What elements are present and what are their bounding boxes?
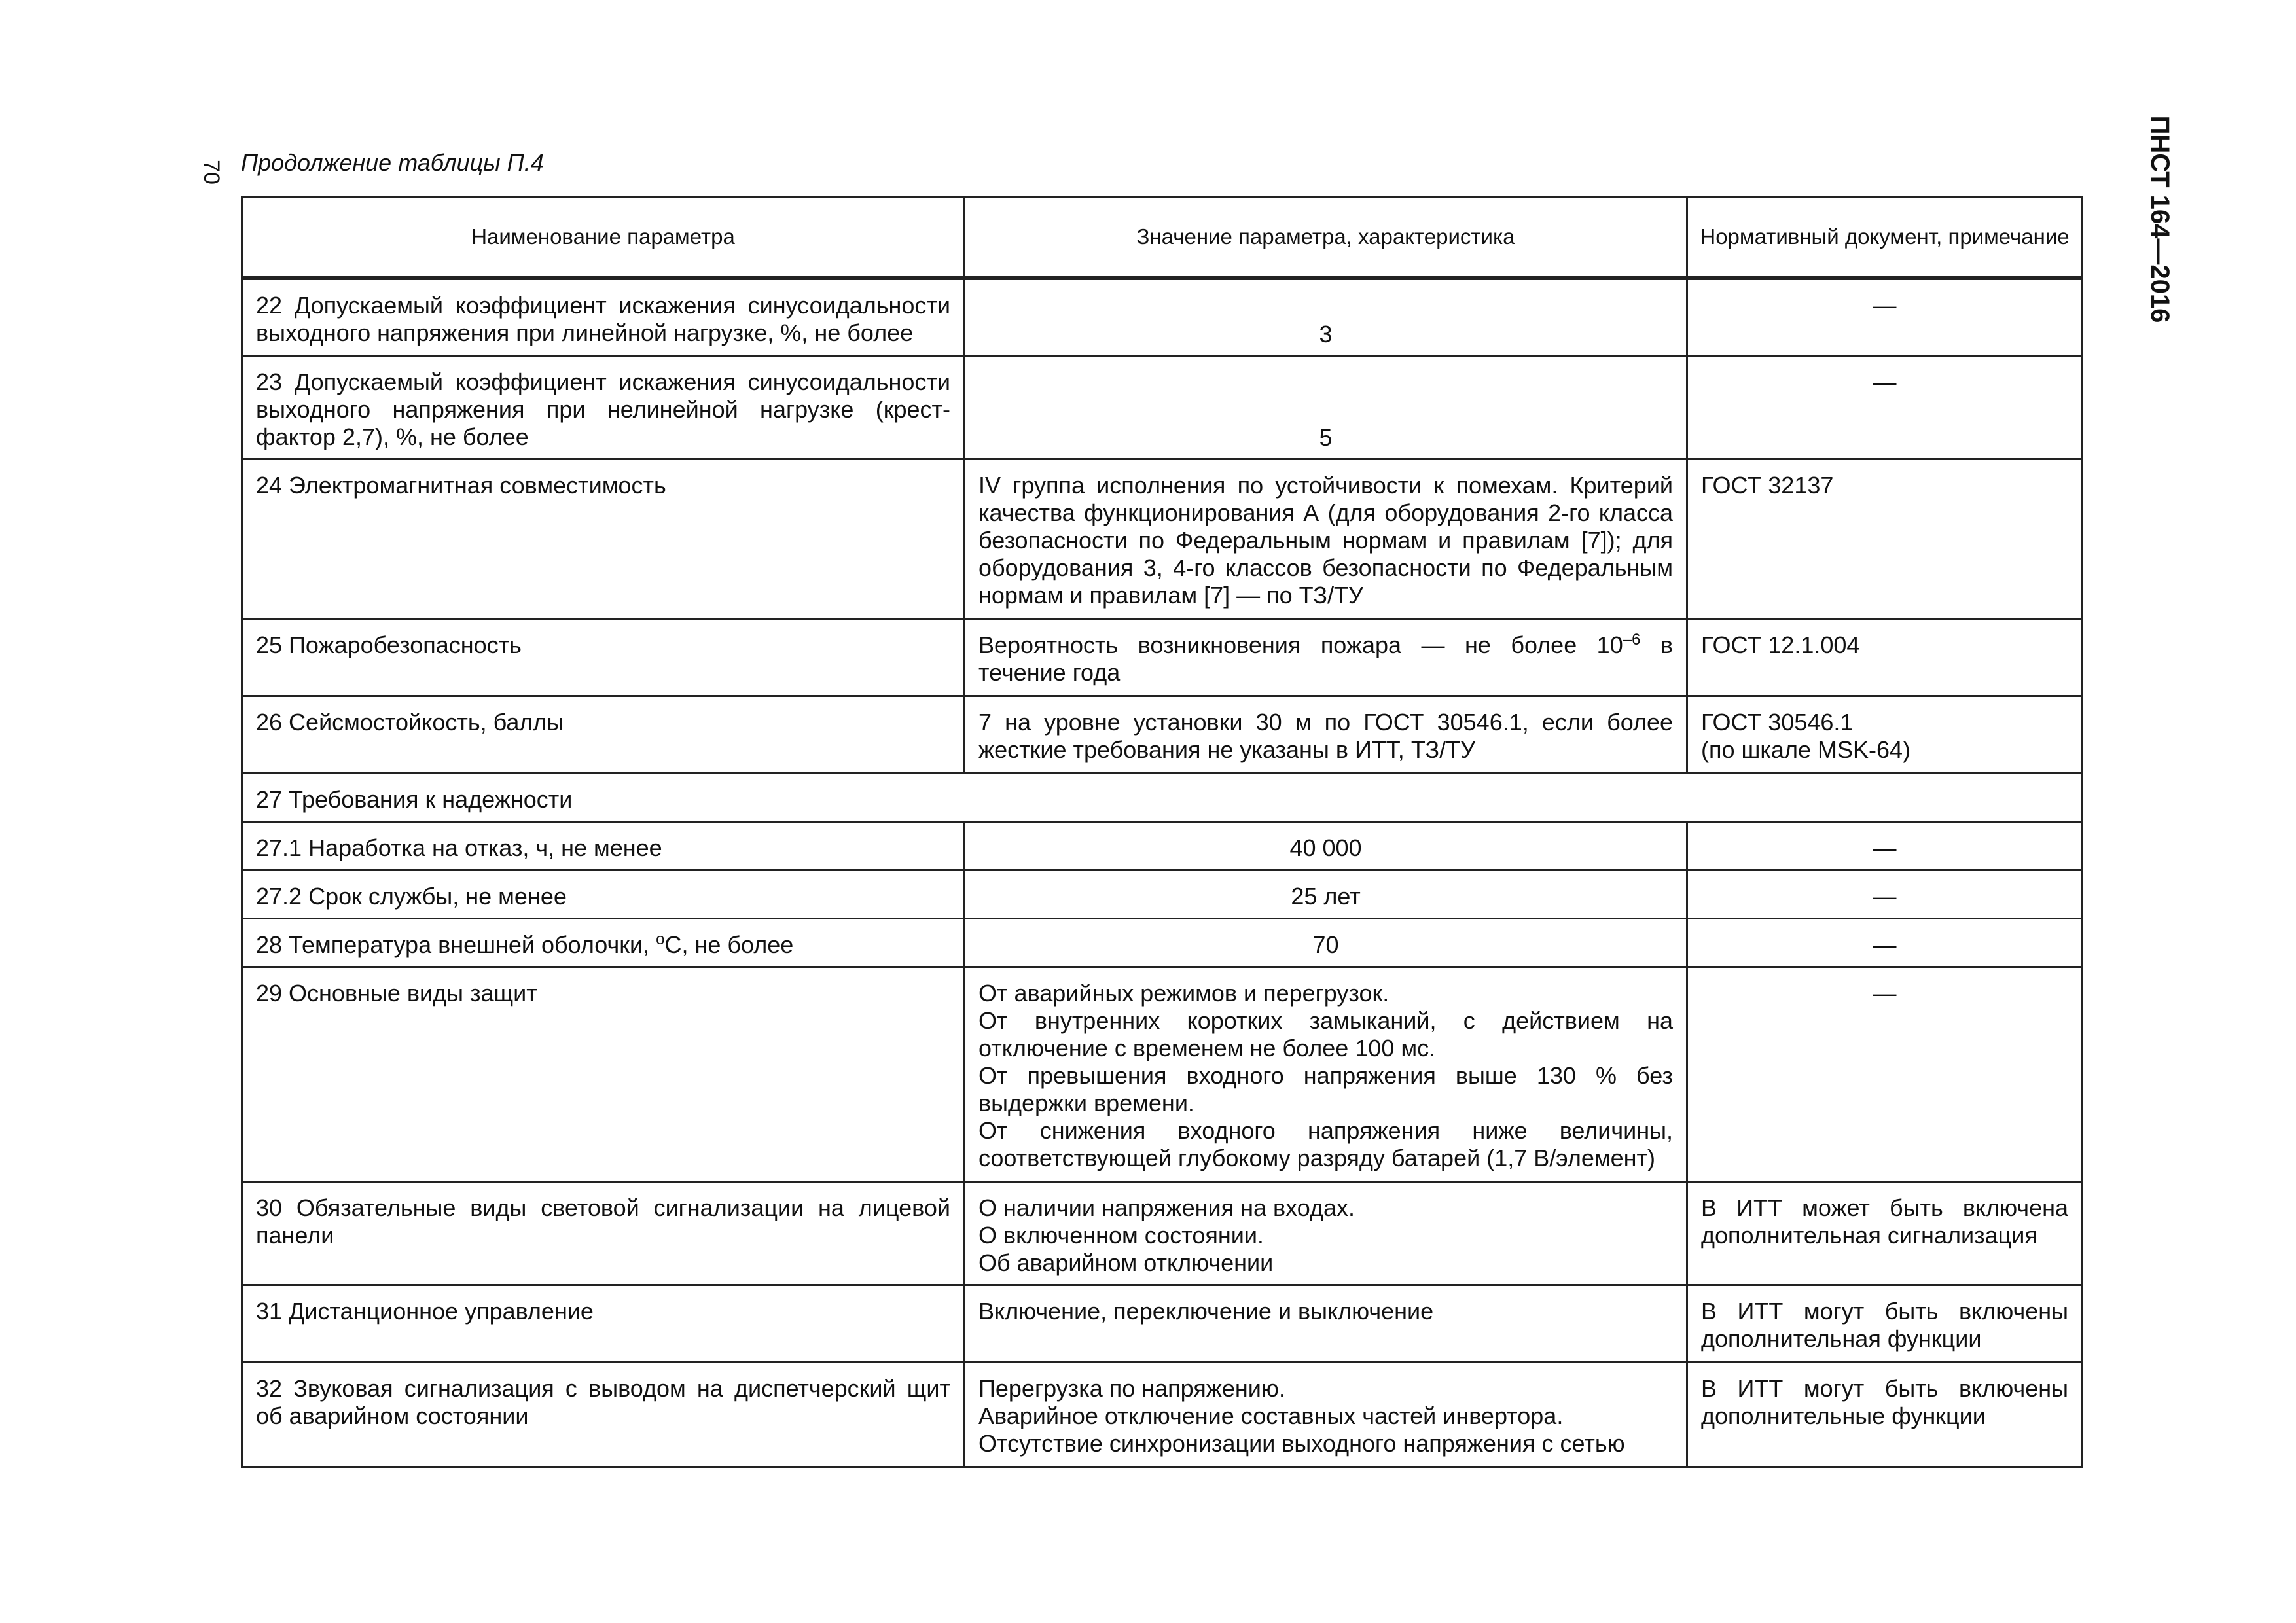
param-cell: 23 Допускаемый коэффициент искажения синусоидальности выходного напряжения при нелинейной нагрузке (крест-фактор 2,7), %, не более — [242, 355, 965, 459]
doc-cell: В ИТТ могут быть включены дополнительные функции — [1687, 1362, 2083, 1467]
doc-cell: — — [1687, 967, 2083, 1181]
value-line: От аварийных режимов и перегрузок. — [978, 979, 1390, 1007]
table-row — [242, 1181, 2083, 1285]
table-row — [242, 918, 2083, 967]
table-row — [242, 278, 2083, 355]
doc-cell: В ИТТ может быть включена дополнительная сигнализация — [1687, 1181, 2083, 1285]
param-cell: 24 Электромагнитная совместимость — [242, 459, 965, 618]
value-line: Отсутствие синхронизации выходного напряжения с сетью — [978, 1429, 1625, 1457]
param-cell: 30 Обязательные виды световой сигнализации на лицевой панели — [242, 1181, 965, 1285]
parameters-table — [241, 196, 2083, 1468]
value-cell: 5 — [965, 355, 1687, 459]
param-cell: 25 Пожаробезопасность — [242, 618, 965, 696]
value-line: О включенном состоянии. — [978, 1221, 1264, 1249]
table-row-section — [242, 773, 2083, 821]
value-cell — [965, 1181, 1687, 1285]
page-number: 70 — [199, 160, 224, 185]
value-line: О наличии напряжения на входах. — [978, 1194, 1355, 1221]
param-cell: 22 Допускаемый коэффициент искажения синусоидальности выходного напряжения при линейной нагрузке, %, не более — [242, 278, 965, 355]
header-param: Наименование параметра — [242, 197, 965, 279]
value-cell — [965, 967, 1687, 1181]
doc-cell: — — [1687, 355, 2083, 459]
table-row — [242, 1285, 2083, 1362]
doc-cell — [1687, 696, 2083, 773]
table-row — [242, 870, 2083, 918]
param-cell: 29 Основные виды защит — [242, 967, 965, 1181]
value-line: Перегрузка по напряжению. — [978, 1374, 1285, 1402]
param-cell — [242, 918, 965, 967]
table-row — [242, 967, 2083, 1181]
value-cell — [965, 618, 1687, 696]
value-text: Вероятность возникновения пожара — не более 10 — [978, 631, 1623, 658]
doc-cell: — — [1687, 278, 2083, 355]
exponent: –6 — [1623, 630, 1641, 649]
value-line: От превышения входного напряжения выше 130 % без выдержки времени. — [978, 1061, 1673, 1116]
header-doc: Нормативный документ, примечание — [1687, 197, 2083, 279]
table-row — [242, 696, 2083, 773]
value-line: От снижения входного напряжения ниже величины, соответствующей глубокому разряду батарей (1,7 В/элемент) — [978, 1116, 1673, 1171]
standard-id: ПНСТ 164—2016 — [2145, 115, 2174, 323]
param-text: 28 Температура внешней оболочки, — [256, 931, 656, 958]
doc-cell: — — [1687, 918, 2083, 967]
doc-line: (по шкале MSK-64) — [1701, 736, 1911, 763]
doc-line: ГОСТ 30546.1 — [1701, 708, 1854, 736]
value-cell: Включение, переключение и выключение — [965, 1285, 1687, 1362]
doc-cell: ГОСТ 12.1.004 — [1687, 618, 2083, 696]
value-line: Аварийное отключение составных частей инвертора. — [978, 1402, 1564, 1429]
section-cell: 27 Требования к надежности — [242, 773, 2083, 821]
table-row — [242, 459, 2083, 618]
param-cell: 31 Дистанционное управление — [242, 1285, 965, 1362]
param-cell: 27.1 Наработка на отказ, ч, не менее — [242, 821, 965, 870]
value-cell: 25 лет — [965, 870, 1687, 918]
header-value: Значение параметра, характеристика — [965, 197, 1687, 279]
table-caption: Продолжение таблицы П.4 — [241, 149, 544, 176]
doc-cell: ГОСТ 32137 — [1687, 459, 2083, 618]
value-cell: 70 — [965, 918, 1687, 967]
value-cell: 3 — [965, 278, 1687, 355]
doc-cell: — — [1687, 821, 2083, 870]
doc-cell: — — [1687, 870, 2083, 918]
degree-symbol: о — [656, 930, 665, 948]
param-text: С, не более — [664, 931, 794, 958]
value-cell — [965, 1362, 1687, 1467]
table-header-row — [242, 197, 2083, 279]
param-cell: 27.2 Срок службы, не менее — [242, 870, 965, 918]
value-cell: IV группа исполнения по устойчивости к помехам. Критерий качества функционирования А (для оборудования 2-го класса безопасности по Федеральным нормам и правилам [7]); для оборудования 3, 4-го классов безопасности по Федеральным нормам и правилам [7] — по ТЗ/ТУ — [965, 459, 1687, 618]
table-row — [242, 1362, 2083, 1467]
value-text: в течение года — [978, 631, 1673, 686]
doc-cell: В ИТТ могут быть включены дополнительная функции — [1687, 1285, 2083, 1362]
param-cell: 32 Звуковая сигнализация с выводом на диспетчерский щит об аварийном состоянии — [242, 1362, 965, 1467]
value-line: Об аварийном отключении — [978, 1249, 1274, 1276]
value-cell: 7 на уровне установки 30 м по ГОСТ 30546.1, если более жесткие требования не указаны в ИТТ, ТЗ/ТУ — [965, 696, 1687, 773]
table-row — [242, 618, 2083, 696]
table-row — [242, 355, 2083, 459]
value-cell: 40 000 — [965, 821, 1687, 870]
param-cell: 26 Сейсмостойкость, баллы — [242, 696, 965, 773]
table-row — [242, 821, 2083, 870]
value-line: От внутренних коротких замыканий, с действием на отключение с временем не более 100 мс. — [978, 1007, 1673, 1061]
